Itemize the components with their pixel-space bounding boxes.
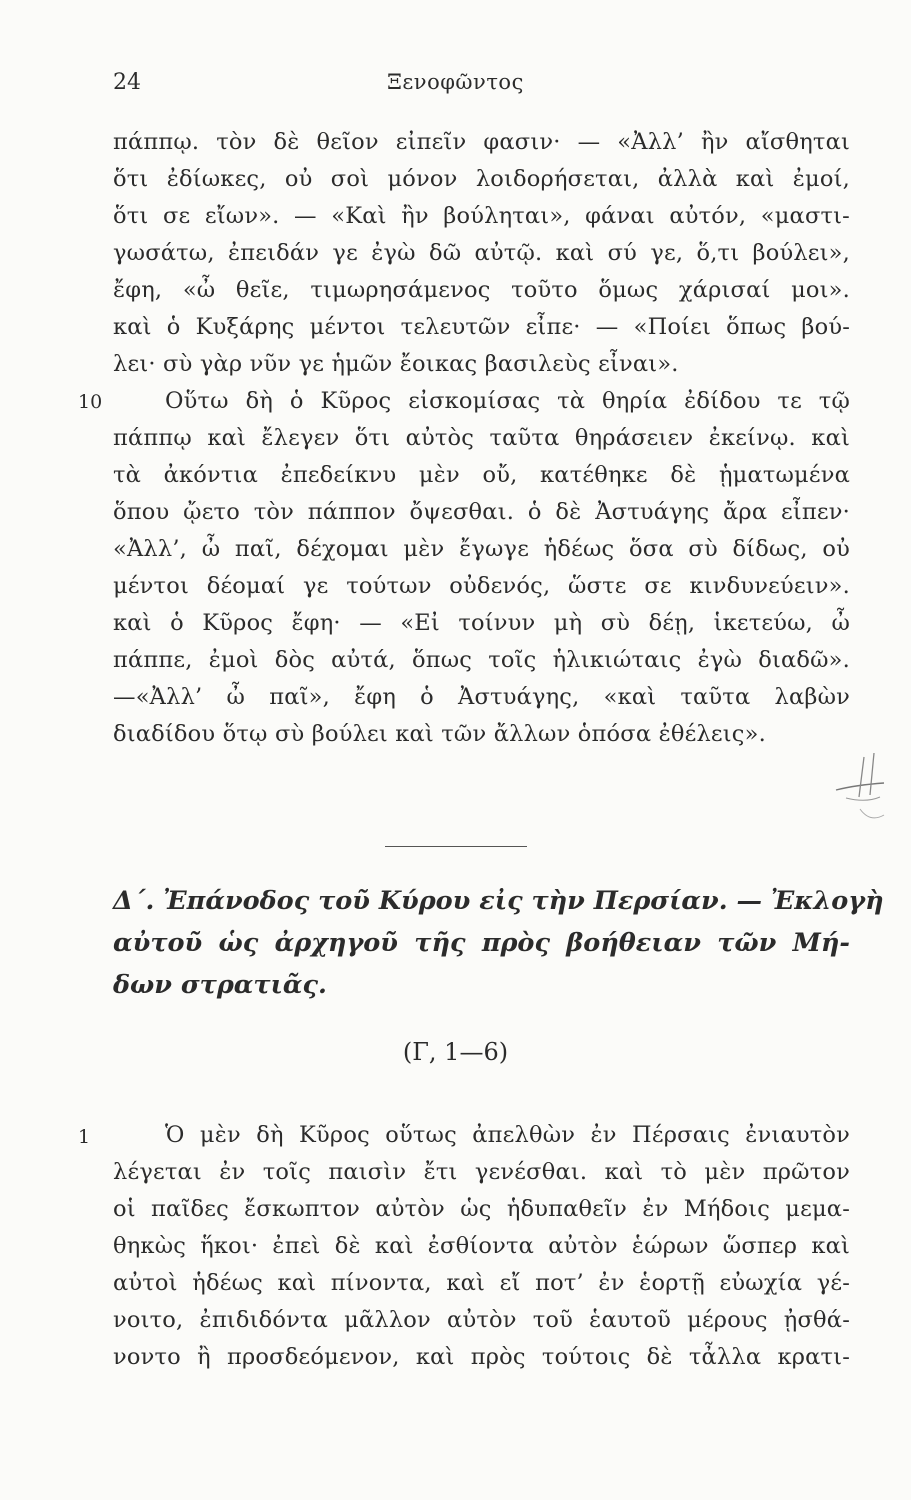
text-line: πάππῳ καὶ ἔλεγεν ὅτι αὐτὸς ταῦτα θηράσειεν ἐκείνῳ. καὶ: [113, 425, 850, 451]
text-line: ὅτι ἐδίωκες, οὐ σοὶ μόνον λοιδορήσεται, ἀλλὰ καὶ ἐμοί,: [113, 166, 850, 192]
text-line: καὶ ὁ Κῦρος ἔφη· — «Εἰ τοίνυν μὴ σὺ δέῃ, ἱκετεύω, ὦ: [113, 610, 850, 636]
text-line: ὅπου ᾤετο τὸν πάππον ὄψεσθαι. ὁ δὲ Ἀστυάγης ἄρα εἶπεν·: [113, 499, 850, 525]
text-line: λει· σὺ γὰρ νῦν γε ἡμῶν ἔοικας βασιλεὺς εἶναι».: [113, 351, 679, 377]
text-line: Ὁ μὲν δὴ Κῦρος οὕτως ἀπελθὼν ἐν Πέρσαις ἐνιαυτὸν: [165, 1122, 850, 1148]
text-line: αὐτοὶ ἡδέως καὶ πίνοντα, καὶ εἴ ποτ’ ἐν ἑορτῇ εὐωχία γέ-: [113, 1270, 850, 1296]
text-line: οἱ παῖδες ἔσκωπτον αὐτὸν ὡς ἡδυπαθεῖν ἐν Μήδοις μεμα-: [113, 1196, 850, 1222]
text-line: —«Ἀλλ’ ὦ παῖ», ἔφη ὁ Ἀστυάγης, «καὶ ταῦτα λαβὼν: [113, 684, 850, 710]
running-head: Ξενοφῶντος: [387, 70, 524, 94]
text-line: Οὕτω δὴ ὁ Κῦρος εἰσκομίσας τὰ θηρία ἐδίδου τε τῷ: [165, 388, 850, 414]
text-line: λέγεται ἐν τοῖς παισὶν ἔτι γενέσθαι. καὶ τὸ μὲν πρῶτον: [113, 1159, 850, 1185]
page-number: 24: [113, 70, 141, 95]
text-line: νοντο ἢ προσδεόμενον, καὶ πρὸς τούτοις δὲ τἆλλα κρατι-: [113, 1344, 850, 1370]
text-line: καὶ ὁ Κυξάρης μέντοι τελευτῶν εἶπε· — «Ποίει ὅπως βού-: [113, 314, 850, 340]
text-line: θηκὼς ἥκοι· ἐπεὶ δὲ καὶ ἐσθίοντα αὐτὸν ἑώρων ὥσπερ καὶ: [113, 1233, 850, 1259]
chapter-reference: (Γ, 1—6): [402, 1038, 509, 1066]
section-divider: [385, 846, 527, 847]
text-line: διαδίδου ὅτῳ σὺ βούλει καὶ τῶν ἄλλων ὁπόσα ἐθέλεις».: [113, 721, 766, 747]
text-line: ἔφη, «ὦ θεῖε, τιμωρησάμενος τοῦτο ὅμως χάρισαί μοι».: [113, 277, 850, 303]
text-line: πάππῳ. τὸν δὲ θεῖον εἰπεῖν φασιν· — «Ἀλλ’ ἢν αἴσθηται: [113, 129, 850, 155]
text-line: γωσάτω, ἐπειδάν γε ἐγὼ δῶ αὐτῷ. καὶ σύ γε, ὅ,τι βούλει»,: [113, 240, 850, 266]
heading-line: αὐτοῦ ὡς ἀρχηγοῦ τῆς πρὸς βοήθειαν τῶν Μή-: [113, 928, 850, 958]
text-line: ὅτι σε εἴων». — «Καὶ ἢν βούληται», φάναι αὐτόν, «μαστι-: [113, 203, 850, 229]
line-number: 1: [78, 1126, 91, 1148]
text-line: πάππε, ἐμοὶ δὸς αὐτά, ὅπως τοῖς ἡλικιώταις ἐγὼ διαδῶ».: [113, 647, 850, 673]
text-line: τὰ ἀκόντια ἐπεδείκνυ μὲν οὔ, κατέθηκε δὲ ᾑματωμένα: [113, 462, 850, 488]
heading-line: Δ΄. Ἐπάνοδος τοῦ Κύρου εἰς τὴν Περσίαν. — Ἐκλογὴ: [113, 886, 884, 916]
text-line: μέντοι δέομαί γε τούτων οὐδενός, ὥστε σε κινδυνεύειν».: [113, 573, 850, 599]
pencil-mark-icon: [826, 735, 896, 825]
heading-line: δων στρατιᾶς.: [113, 970, 327, 1000]
text-line: «Ἀλλ’, ὦ παῖ, δέχομαι μὲν ἔγωγε ἡδέως ὅσα σὺ δίδως, οὐ: [113, 536, 850, 562]
text-line: νοιτο, ἐπιδιδόντα μᾶλλον αὐτὸν τοῦ ἑαυτοῦ μέρους ᾐσθά-: [113, 1307, 850, 1333]
line-number: 10: [78, 391, 103, 413]
